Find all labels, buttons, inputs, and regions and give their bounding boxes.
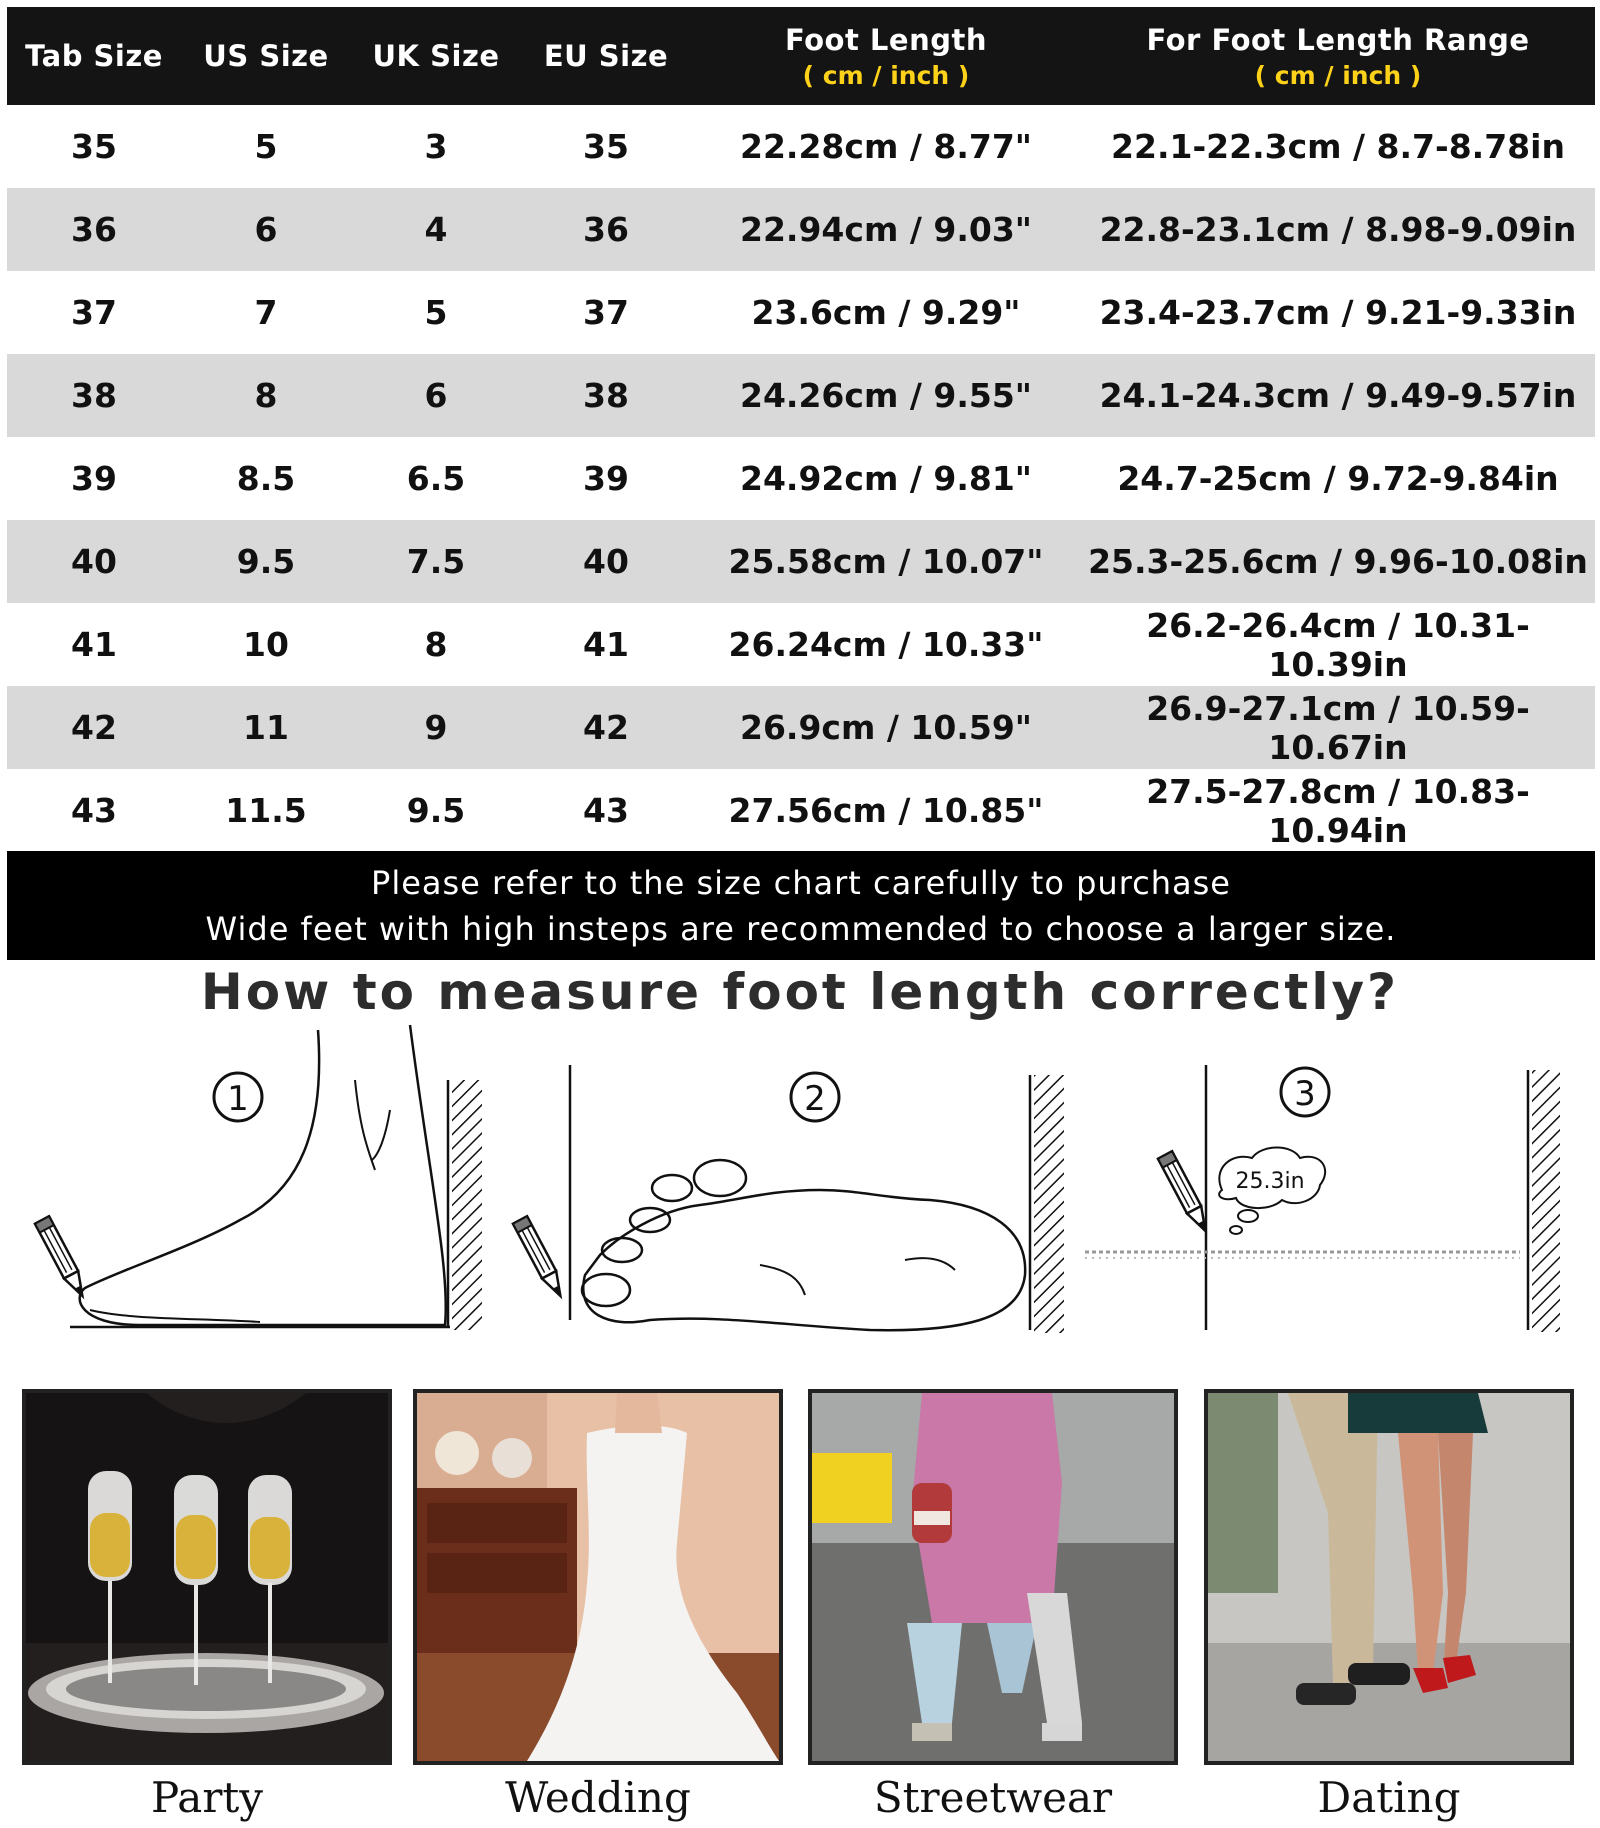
header-foot-length: Foot Length ( cm / inch ) <box>691 7 1081 105</box>
size-notice-banner <box>7 851 1595 960</box>
party-photo <box>22 1389 392 1765</box>
cell-us-size: 7 <box>181 271 351 354</box>
cell-us-size: 8.5 <box>181 437 351 520</box>
cell-tab-size: 41 <box>7 603 181 686</box>
cell-uk-size: 8 <box>351 603 521 686</box>
cell-foot-length: 25.58cm / 10.07" <box>691 520 1081 603</box>
notice-line-2: Wide feet with high insteps are recommended to choose a larger size. <box>205 909 1397 948</box>
cell-eu-size: 42 <box>521 686 691 769</box>
cell-foot-length: 24.92cm / 9.81" <box>691 437 1081 520</box>
measure-diagram <box>0 1020 1600 1360</box>
occasion-label: Party <box>150 1773 264 1822</box>
table-row <box>7 686 1595 769</box>
header-us-size: US Size <box>181 7 351 105</box>
occasion-label: Dating <box>1317 1773 1461 1822</box>
step-2-diagram <box>513 1065 1064 1333</box>
header-eu-size: EU Size <box>521 7 691 105</box>
cell-tab-size: 43 <box>7 769 181 852</box>
cell-us-size: 11.5 <box>181 769 351 852</box>
cell-tab-size: 35 <box>7 105 181 188</box>
cell-uk-size: 4 <box>351 188 521 271</box>
cell-tab-size: 39 <box>7 437 181 520</box>
cell-uk-size: 5 <box>351 271 521 354</box>
streetwear-photo <box>808 1389 1178 1765</box>
occasion-label: Wedding <box>505 1773 691 1822</box>
step-3-number: 3 <box>1294 1074 1316 1114</box>
table-row <box>7 520 1595 603</box>
table-header-row <box>7 7 1595 105</box>
cell-uk-size: 9.5 <box>351 769 521 852</box>
measure-title: How to measure foot length correctly? <box>200 963 1400 1021</box>
cell-tab-size: 38 <box>7 354 181 437</box>
occasion-party <box>22 1389 392 1822</box>
cell-eu-size: 35 <box>521 105 691 188</box>
cell-eu-size: 43 <box>521 769 691 852</box>
notice-line-1: Please refer to the size chart carefully to purchase <box>371 863 1231 902</box>
wedding-photo <box>413 1389 783 1765</box>
cell-foot-length-range: 23.4-23.7cm / 9.21-9.33in <box>1081 271 1595 354</box>
cell-tab-size: 40 <box>7 520 181 603</box>
step-1-number: 1 <box>227 1079 249 1119</box>
table-row <box>7 271 1595 354</box>
cell-eu-size: 40 <box>521 520 691 603</box>
table-row <box>7 603 1595 686</box>
cell-tab-size: 37 <box>7 271 181 354</box>
cell-tab-size: 36 <box>7 188 181 271</box>
table-row <box>7 437 1595 520</box>
cell-us-size: 10 <box>181 603 351 686</box>
cell-foot-length: 23.6cm / 9.29" <box>691 271 1081 354</box>
cell-eu-size: 38 <box>521 354 691 437</box>
cell-uk-size: 3 <box>351 105 521 188</box>
occasion-streetwear <box>808 1389 1178 1822</box>
step-2-number: 2 <box>804 1079 826 1119</box>
cell-foot-length-range: 26.2-26.4cm / 10.31-10.39in <box>1081 603 1595 686</box>
cell-foot-length-range: 26.9-27.1cm / 10.59-10.67in <box>1081 686 1595 769</box>
step-1-diagram <box>35 1025 482 1330</box>
table-row <box>7 769 1595 852</box>
step-3-diagram <box>1085 1065 1560 1332</box>
cell-foot-length: 24.26cm / 9.55" <box>691 354 1081 437</box>
cell-uk-size: 6 <box>351 354 521 437</box>
cell-us-size: 9.5 <box>181 520 351 603</box>
cell-foot-length: 22.94cm / 9.03" <box>691 188 1081 271</box>
header-tab-size: Tab Size <box>7 7 181 105</box>
cell-foot-length: 26.24cm / 10.33" <box>691 603 1081 686</box>
dating-photo <box>1204 1389 1574 1765</box>
table-row <box>7 188 1595 271</box>
cell-foot-length-range: 25.3-25.6cm / 9.96-10.08in <box>1081 520 1595 603</box>
cell-foot-length: 26.9cm / 10.59" <box>691 686 1081 769</box>
cell-us-size: 6 <box>181 188 351 271</box>
occasion-label: Streetwear <box>873 1773 1113 1822</box>
measurement-bubble: 25.3in <box>1235 1169 1305 1194</box>
header-foot-length-range: For Foot Length Range ( cm / inch ) <box>1081 7 1595 105</box>
cell-tab-size: 42 <box>7 686 181 769</box>
table-row <box>7 354 1595 437</box>
cell-uk-size: 7.5 <box>351 520 521 603</box>
cell-us-size: 5 <box>181 105 351 188</box>
occasion-wedding <box>413 1389 783 1822</box>
cell-foot-length-range: 22.1-22.3cm / 8.7-8.78in <box>1081 105 1595 188</box>
table-row <box>7 105 1595 188</box>
cell-us-size: 8 <box>181 354 351 437</box>
cell-foot-length: 27.56cm / 10.85" <box>691 769 1081 852</box>
cell-uk-size: 9 <box>351 686 521 769</box>
cell-us-size: 11 <box>181 686 351 769</box>
cell-eu-size: 37 <box>521 271 691 354</box>
cell-foot-length: 22.28cm / 8.77" <box>691 105 1081 188</box>
cell-eu-size: 41 <box>521 603 691 686</box>
cell-foot-length-range: 24.1-24.3cm / 9.49-9.57in <box>1081 354 1595 437</box>
cell-foot-length-range: 27.5-27.8cm / 10.83-10.94in <box>1081 769 1595 852</box>
cell-uk-size: 6.5 <box>351 437 521 520</box>
cell-foot-length-range: 24.7-25cm / 9.72-9.84in <box>1081 437 1595 520</box>
size-chart-table <box>7 7 1595 852</box>
cell-foot-length-range: 22.8-23.1cm / 8.98-9.09in <box>1081 188 1595 271</box>
cell-eu-size: 36 <box>521 188 691 271</box>
cell-eu-size: 39 <box>521 437 691 520</box>
header-uk-size: UK Size <box>351 7 521 105</box>
occasion-dating <box>1204 1389 1574 1822</box>
